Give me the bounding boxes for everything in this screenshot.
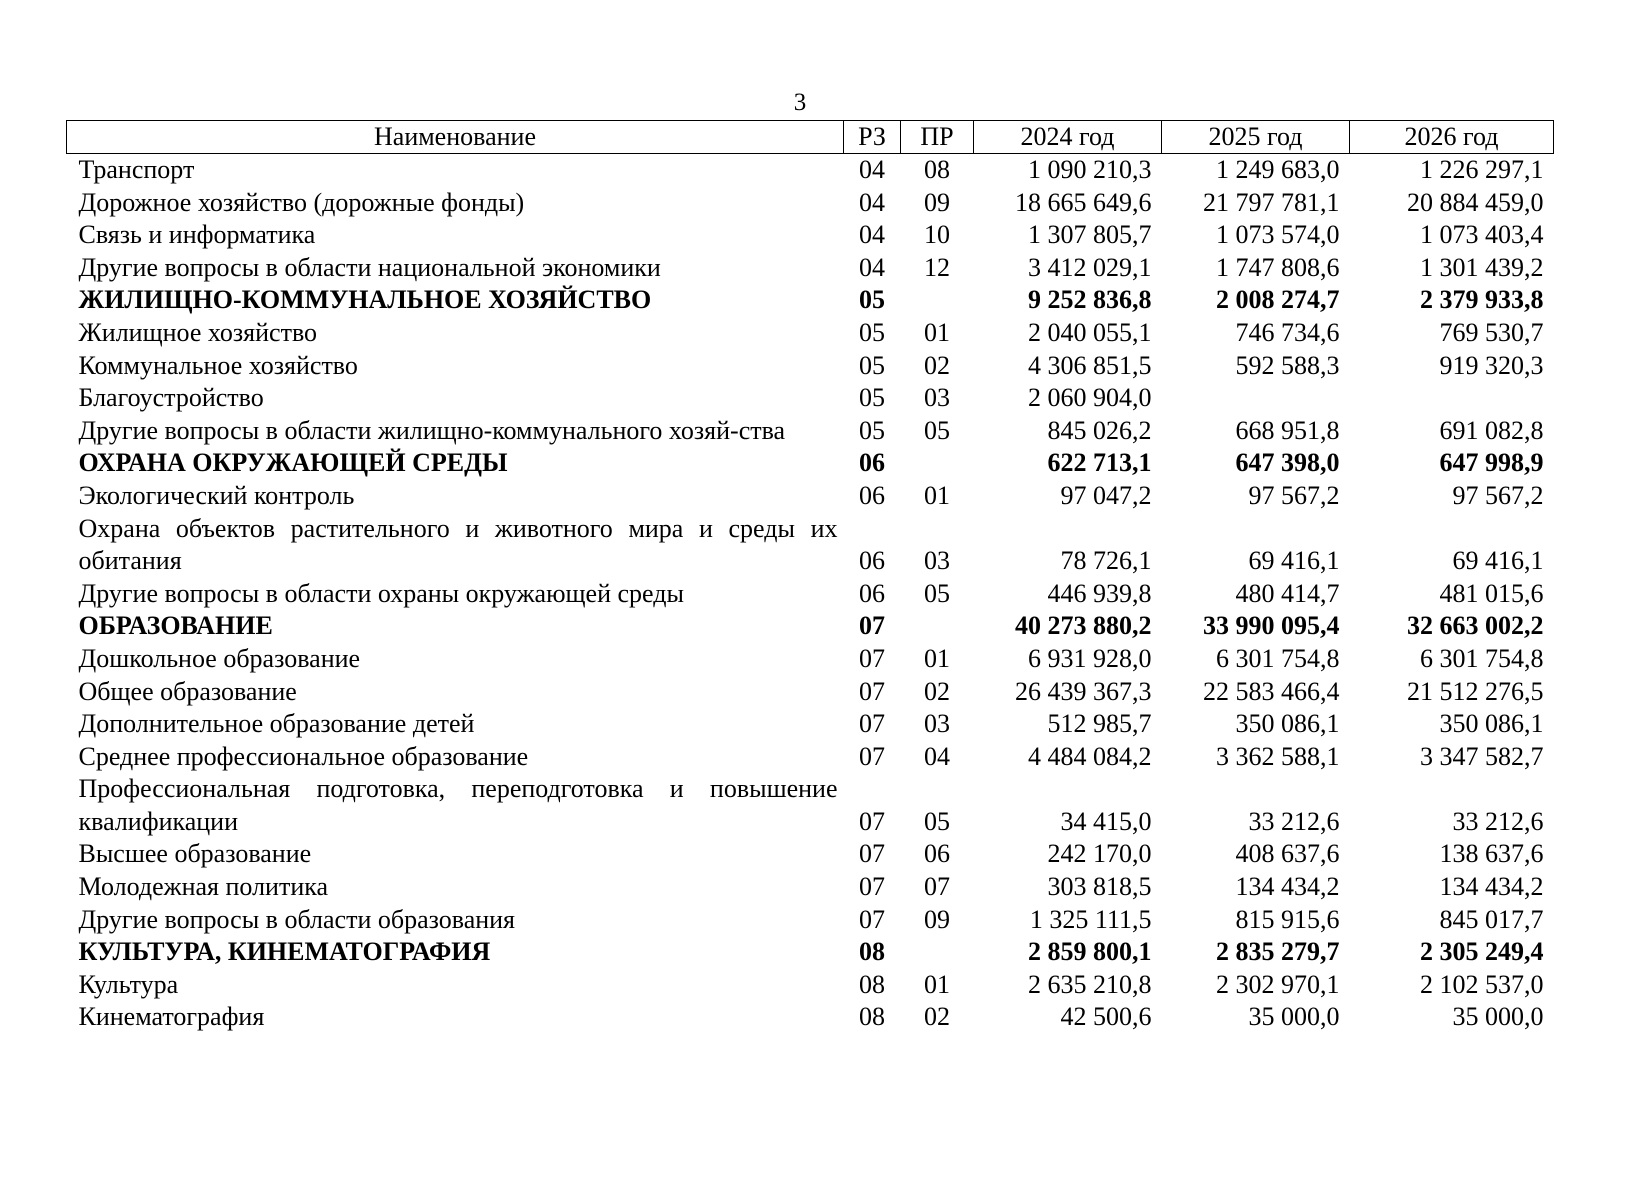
row-rz: 07 xyxy=(859,839,885,869)
row-pr: 02 xyxy=(924,676,950,706)
row-pr: 01 xyxy=(924,480,950,510)
row-rz: 05 xyxy=(859,383,885,413)
table-row xyxy=(67,904,1554,937)
row-name: Молодежная политика xyxy=(78,872,329,902)
row-rz: 06 xyxy=(859,448,885,478)
table-row xyxy=(67,415,1554,448)
table-row xyxy=(67,382,1554,415)
table-row xyxy=(67,317,1554,350)
row-rz: 07 xyxy=(859,872,885,902)
row-name: Профессиональная подготовка, переподготовка и повышение квалификации xyxy=(78,774,838,836)
row-2026: 350 086,1 xyxy=(1439,709,1544,739)
row-2024: 40 273 880,2 xyxy=(1015,611,1152,641)
row-2024: 26 439 367,3 xyxy=(1015,676,1152,706)
row-2025: 33 212,6 xyxy=(1248,806,1340,836)
row-pr: 12 xyxy=(924,252,950,282)
table-header xyxy=(67,121,1554,154)
row-name: Общее образование xyxy=(78,676,297,706)
row-pr: 01 xyxy=(924,317,950,347)
row-2026: 647 998,9 xyxy=(1439,448,1544,478)
table-row xyxy=(67,480,1554,513)
table-row xyxy=(67,187,1554,220)
row-name: Другие вопросы в области национальной экономики xyxy=(78,252,661,282)
row-2025: 480 414,7 xyxy=(1235,578,1340,608)
row-pr: 09 xyxy=(924,904,950,934)
row-2026: 35 000,0 xyxy=(1452,1002,1544,1032)
row-name: Жилищное хозяйство xyxy=(78,317,318,347)
row-2024: 18 665 649,6 xyxy=(1015,187,1152,217)
row-rz: 05 xyxy=(859,350,885,380)
row-2024: 512 985,7 xyxy=(1047,709,1152,739)
row-pr: 07 xyxy=(924,872,950,902)
row-pr: 10 xyxy=(924,220,950,250)
row-2026: 20 884 459,0 xyxy=(1407,187,1544,217)
header-2025: 2025 год xyxy=(1162,121,1350,154)
row-rz: 05 xyxy=(859,317,885,347)
row-pr: 03 xyxy=(924,709,950,739)
row-2025: 3 362 588,1 xyxy=(1216,741,1340,771)
row-2024: 622 713,1 xyxy=(1047,448,1152,478)
page-number: 3 xyxy=(793,89,807,116)
row-pr: 03 xyxy=(924,383,950,413)
row-pr: 08 xyxy=(924,155,950,184)
table-row xyxy=(67,773,1554,838)
header-pr: ПР xyxy=(901,121,974,154)
table-row xyxy=(67,871,1554,904)
row-2024: 446 939,8 xyxy=(1047,578,1152,608)
row-rz: 06 xyxy=(859,578,885,608)
row-name: Среднее профессиональное образование xyxy=(78,741,529,771)
row-2026: 2 102 537,0 xyxy=(1420,969,1544,999)
row-2024: 1 090 210,3 xyxy=(1028,155,1152,184)
row-2025: 350 086,1 xyxy=(1235,709,1340,739)
row-pr: 01 xyxy=(924,969,950,999)
table-row xyxy=(67,154,1554,187)
section-row xyxy=(67,610,1554,643)
header-rz: РЗ xyxy=(844,121,901,154)
row-name: Коммунальное хозяйство xyxy=(78,350,358,380)
section-row xyxy=(67,936,1554,969)
header-2026: 2026 год xyxy=(1350,121,1554,154)
row-2025: 815 915,6 xyxy=(1235,904,1340,934)
row-2025: 2 302 970,1 xyxy=(1216,969,1340,999)
row-name: Благоустройство xyxy=(78,383,264,413)
table-row xyxy=(67,350,1554,383)
row-2024: 1 325 111,5 xyxy=(1029,904,1152,934)
row-2024: 9 252 836,8 xyxy=(1028,285,1152,315)
row-2026: 769 530,7 xyxy=(1439,317,1544,347)
row-name: Кинематография xyxy=(78,1002,265,1032)
row-pr: 06 xyxy=(924,839,950,869)
row-name: Дошкольное образование xyxy=(78,643,361,673)
row-rz: 07 xyxy=(859,904,885,934)
row-rz: 04 xyxy=(859,252,885,282)
row-2025: 22 583 466,4 xyxy=(1203,676,1340,706)
row-name: Другие вопросы в области жилищно-коммунального хозяй-ства xyxy=(78,415,786,445)
row-2024: 242 170,0 xyxy=(1047,839,1152,869)
row-2025: 69 416,1 xyxy=(1248,546,1340,576)
row-name: ОХРАНА ОКРУЖАЮЩЕЙ СРЕДЫ xyxy=(78,448,508,478)
row-2026: 691 082,8 xyxy=(1439,415,1544,445)
row-2026: 138 637,6 xyxy=(1439,839,1544,869)
row-name: Высшее образование xyxy=(78,839,312,869)
row-2024: 2 635 210,8 xyxy=(1028,969,1152,999)
row-rz: 07 xyxy=(859,643,885,673)
row-rz: 08 xyxy=(859,937,885,967)
row-pr: 05 xyxy=(924,806,950,836)
table-row xyxy=(67,219,1554,252)
row-pr: 01 xyxy=(924,643,950,673)
row-name: КУЛЬТУРА, КИНЕМАТОГРАФИЯ xyxy=(78,937,491,967)
row-rz: 07 xyxy=(859,709,885,739)
row-2024: 2 859 800,1 xyxy=(1028,937,1152,967)
row-pr xyxy=(901,284,974,317)
row-2026: 32 663 002,2 xyxy=(1407,611,1544,641)
row-2024: 4 306 851,5 xyxy=(1028,350,1152,380)
row-name: Культура xyxy=(78,969,179,999)
table-row xyxy=(67,1001,1554,1034)
row-2026: 21 512 276,5 xyxy=(1407,676,1544,706)
section-row xyxy=(67,284,1554,317)
row-2026: 919 320,3 xyxy=(1439,350,1544,380)
row-2024: 6 931 928,0 xyxy=(1028,643,1152,673)
row-2025: 647 398,0 xyxy=(1235,448,1340,478)
row-pr xyxy=(901,610,974,643)
row-rz: 07 xyxy=(859,806,885,836)
header-2024: 2024 год xyxy=(974,121,1162,154)
row-name: Связь и информатика xyxy=(78,220,316,250)
row-rz: 07 xyxy=(859,676,885,706)
table-row xyxy=(67,838,1554,871)
row-rz: 06 xyxy=(859,546,885,576)
row-pr: 09 xyxy=(924,187,950,217)
row-2024: 845 026,2 xyxy=(1047,415,1152,445)
row-2025: 2 835 279,7 xyxy=(1216,937,1340,967)
row-2025: 35 000,0 xyxy=(1248,1002,1340,1032)
row-2025: 6 301 754,8 xyxy=(1216,643,1340,673)
row-rz: 07 xyxy=(859,611,885,641)
row-rz: 06 xyxy=(859,480,885,510)
row-name: Транспорт xyxy=(78,155,195,184)
row-pr: 02 xyxy=(924,1002,950,1032)
row-2024: 78 726,1 xyxy=(1060,546,1152,576)
row-name: Охрана объектов растительного и животного мира и среды их обитания xyxy=(78,513,838,576)
row-name: Дорожное хозяйство (дорожные фонды) xyxy=(78,187,525,217)
table-row xyxy=(67,676,1554,709)
row-2025 xyxy=(1162,382,1350,415)
row-2025: 1 249 683,0 xyxy=(1216,155,1340,184)
row-2026: 1 073 403,4 xyxy=(1420,220,1544,250)
row-rz: 04 xyxy=(859,155,885,184)
table-row xyxy=(67,969,1554,1002)
row-name: ОБРАЗОВАНИЕ xyxy=(78,611,273,641)
header-name: Наименование xyxy=(67,121,844,154)
table-row xyxy=(67,513,1554,578)
row-2025: 668 951,8 xyxy=(1235,415,1340,445)
row-2026: 1 301 439,2 xyxy=(1420,252,1544,282)
row-2026: 1 226 297,1 xyxy=(1420,155,1544,184)
row-2024: 303 818,5 xyxy=(1047,872,1152,902)
row-2026: 845 017,7 xyxy=(1439,904,1544,934)
section-row xyxy=(67,447,1554,480)
row-2026: 69 416,1 xyxy=(1452,546,1544,576)
row-2025: 21 797 781,1 xyxy=(1203,187,1340,217)
row-2026: 97 567,2 xyxy=(1452,480,1544,510)
row-2026: 6 301 754,8 xyxy=(1420,643,1544,673)
row-2025: 1 747 808,6 xyxy=(1216,252,1340,282)
row-rz: 04 xyxy=(859,220,885,250)
row-2026: 2 379 933,8 xyxy=(1420,285,1544,315)
row-2024: 3 412 029,1 xyxy=(1028,252,1152,282)
row-rz: 08 xyxy=(859,1002,885,1032)
row-2026 xyxy=(1350,382,1554,415)
row-rz: 08 xyxy=(859,969,885,999)
table-row xyxy=(67,708,1554,741)
row-name: Экологический контроль xyxy=(78,480,355,510)
row-2025: 134 434,2 xyxy=(1235,872,1340,902)
row-2025: 746 734,6 xyxy=(1235,317,1340,347)
row-2024: 1 307 805,7 xyxy=(1028,220,1152,250)
row-2024: 42 500,6 xyxy=(1060,1002,1152,1032)
row-2024: 2 060 904,0 xyxy=(1028,383,1152,413)
row-2024: 97 047,2 xyxy=(1060,480,1152,510)
table-row xyxy=(67,741,1554,774)
row-pr: 04 xyxy=(924,741,950,771)
row-name: Другие вопросы в области охраны окружающей среды xyxy=(78,578,684,608)
row-2025: 1 073 574,0 xyxy=(1216,220,1340,250)
table-row xyxy=(67,643,1554,676)
row-2025: 408 637,6 xyxy=(1235,839,1340,869)
row-pr xyxy=(901,447,974,480)
row-2024: 34 415,0 xyxy=(1060,806,1152,836)
row-pr xyxy=(901,936,974,969)
row-pr: 02 xyxy=(924,350,950,380)
row-pr: 05 xyxy=(924,578,950,608)
row-2025: 97 567,2 xyxy=(1248,480,1340,510)
header-row xyxy=(67,121,1554,154)
row-rz: 05 xyxy=(859,415,885,445)
row-2025: 592 588,3 xyxy=(1235,350,1340,380)
table-row xyxy=(67,578,1554,611)
row-2024: 4 484 084,2 xyxy=(1028,741,1152,771)
row-2026: 33 212,6 xyxy=(1452,806,1544,836)
row-pr: 05 xyxy=(924,415,950,445)
row-rz: 07 xyxy=(859,741,885,771)
table-row xyxy=(67,252,1554,285)
row-name: Дополнительное образование детей xyxy=(78,709,475,739)
row-rz: 05 xyxy=(859,285,885,315)
row-2026: 134 434,2 xyxy=(1439,872,1544,902)
row-rz: 04 xyxy=(859,187,885,217)
row-name: Другие вопросы в области образования xyxy=(78,904,516,934)
row-2026: 3 347 582,7 xyxy=(1420,741,1544,771)
row-2025: 33 990 095,4 xyxy=(1203,611,1340,641)
row-2026: 2 305 249,4 xyxy=(1420,937,1544,967)
row-2024: 2 040 055,1 xyxy=(1028,317,1152,347)
table-body xyxy=(67,154,1554,1035)
row-2026: 481 015,6 xyxy=(1439,578,1544,608)
budget-table xyxy=(66,120,1554,1034)
row-name: ЖИЛИЩНО-КОММУНАЛЬНОЕ ХОЗЯЙСТВО xyxy=(78,285,652,315)
row-2025: 2 008 274,7 xyxy=(1216,285,1340,315)
row-pr: 03 xyxy=(924,546,950,576)
